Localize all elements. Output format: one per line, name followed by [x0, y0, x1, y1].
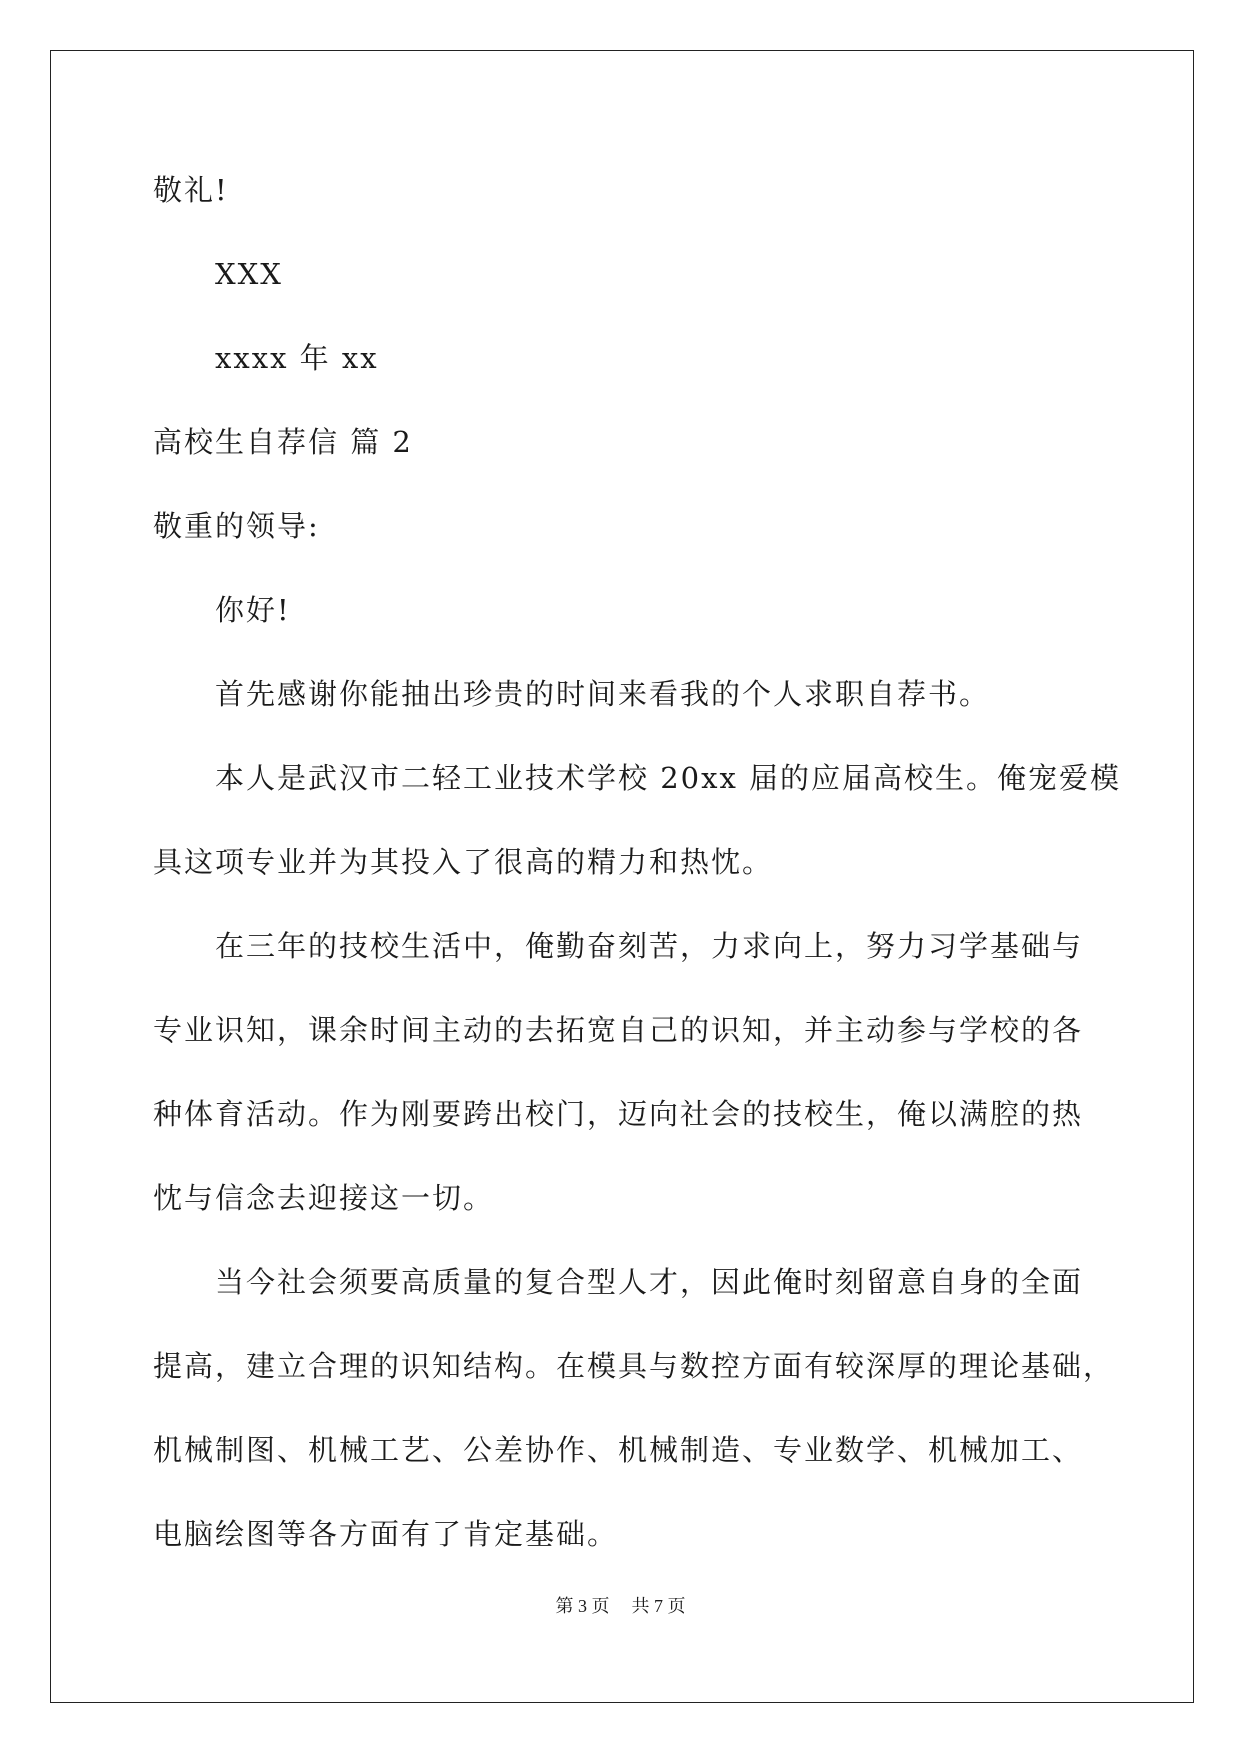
paragraph-line: 种体育活动。作为刚要跨出校门，迈向社会的技校生，俺以满腔的热 — [153, 1097, 1084, 1131]
paragraph-line: 电脑绘图等各方面有了肯定基础。 — [153, 1517, 619, 1551]
section-heading: 高校生自荐信 篇 2 — [153, 425, 413, 459]
page-total: 共 7 页 — [631, 1596, 686, 1616]
paragraph-line: 提高，建立合理的识知结构。在模具与数控方面有较深厚的理论基础， — [153, 1349, 1115, 1383]
paragraph-line: 机械制图、机械工艺、公差协作、机械制造、专业数学、机械加工、 — [153, 1433, 1084, 1467]
closing-salutation: 敬礼! — [153, 173, 229, 207]
paragraph-line: 当今社会须要高质量的复合型人才，因此俺时刻留意自身的全面 — [215, 1265, 1084, 1299]
paragraph-line: 首先感谢你能抽出珍贵的时间来看我的个人求职自荐书。 — [215, 677, 991, 711]
paragraph-line: 忱与信念去迎接这一切。 — [153, 1181, 495, 1215]
paragraph-line: 具这项专业并为其投入了很高的精力和热忱。 — [153, 845, 774, 879]
hello: 你好! — [215, 593, 291, 627]
greeting: 敬重的领导: — [153, 509, 320, 543]
paragraph-line: 在三年的技校生活中，俺勤奋刻苦，力求向上，努力习学基础与 — [215, 929, 1084, 963]
signature-name: XXX — [215, 257, 283, 291]
paragraph-line: 专业识知，课余时间主动的去拓宽自己的识知，并主动参与学校的各 — [153, 1013, 1084, 1047]
page-number: 第 3 页 — [555, 1596, 610, 1616]
paragraph-line: 本人是武汉市二轻工业技术学校 20xx 届的应届高校生。俺宠爱模 — [215, 761, 1122, 795]
page-footer — [0, 1594, 1241, 1618]
signature-date: xxxx 年 xx — [215, 341, 379, 375]
